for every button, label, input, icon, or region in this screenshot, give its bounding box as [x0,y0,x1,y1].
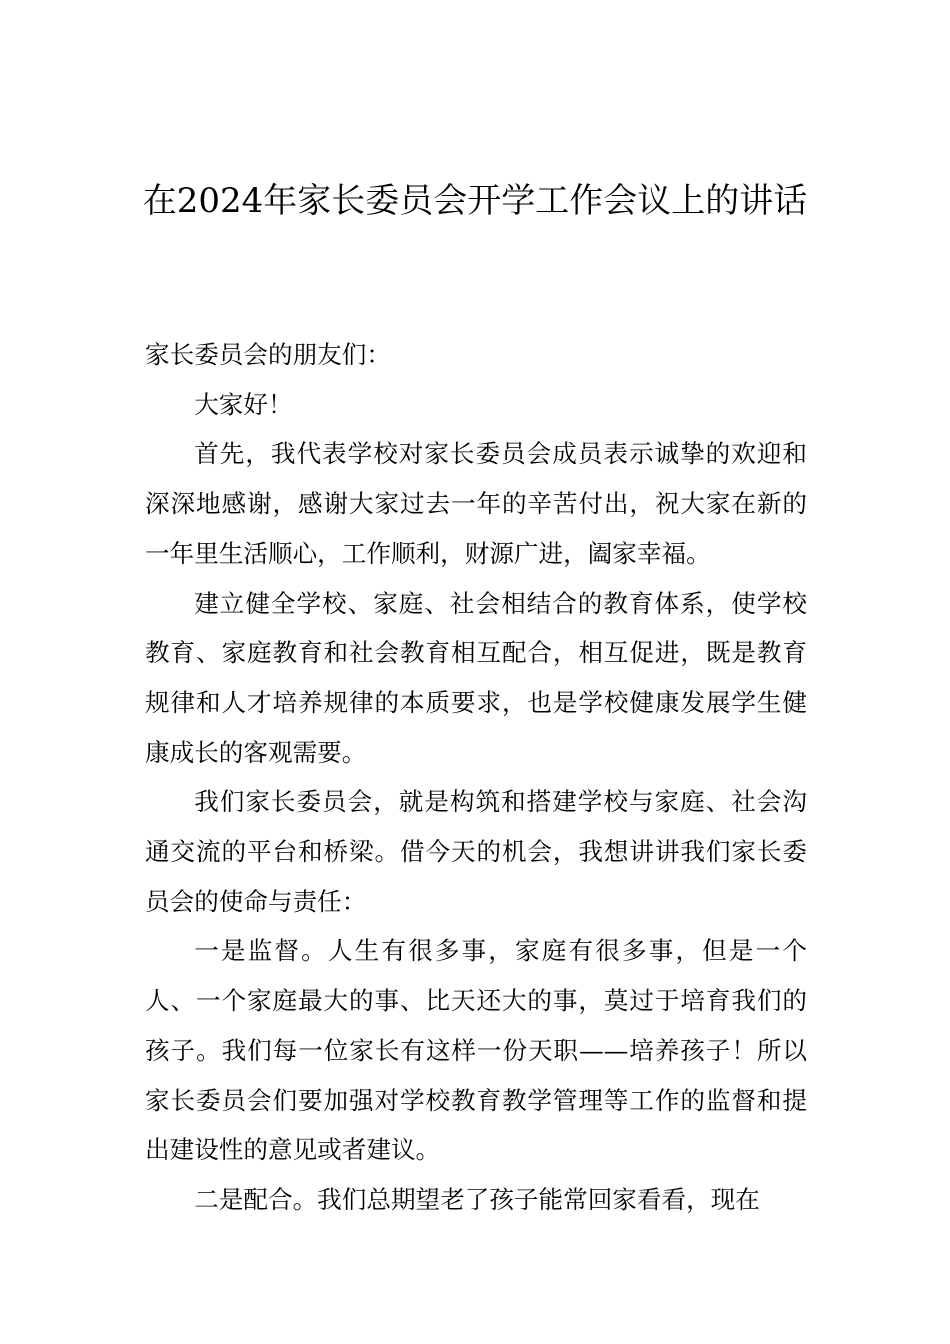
paragraph-committee-role: 我们家长委员会，就是构筑和搭建学校与家庭、社会沟通交流的平台和桥梁。借今天的机会，我想讲讲我们家长委员会的使命与责任： [145,787,807,916]
paragraph-education-system: 建立健全学校、家庭、社会相结合的教育体系，使学校教育、家庭教育和社会教育相互配合，相互促进，既是教育规律和人才培养规律的本质要求，也是学校健康发展学生健康成长的客观需要。 [145,588,807,767]
paragraph-supervision: 一是监督。人生有很多事，家庭有很多事，但是一个人、一个家庭最大的事、比天还大的事，莫过于培育我们的孩子。我们每一位家长有这样一份天职——培养孩子！所以家长委员会们要加强对学校教育教学管理等工作的监督和提出建设性的意见或者建议。 [145,936,807,1165]
paragraph-greeting: 大家好！ [194,389,293,419]
paragraph-cooperation: 二是配合。我们总期望老了孩子能常回家看看，现在 [194,1184,760,1214]
paragraph-welcome: 首先，我代表学校对家长委员会成员表示诚挚的欢迎和深深地感谢，感谢大家过去一年的辛苦付出，祝大家在新的一年里生活顺心，工作顺利，财源广进，阖家幸福。 [145,439,807,568]
document-body [145,330,807,1225]
document-title: 在2024年家长委员会开学工作会议上的讲话 [142,181,808,221]
salutation: 家长委员会的朋友们： [145,340,391,369]
